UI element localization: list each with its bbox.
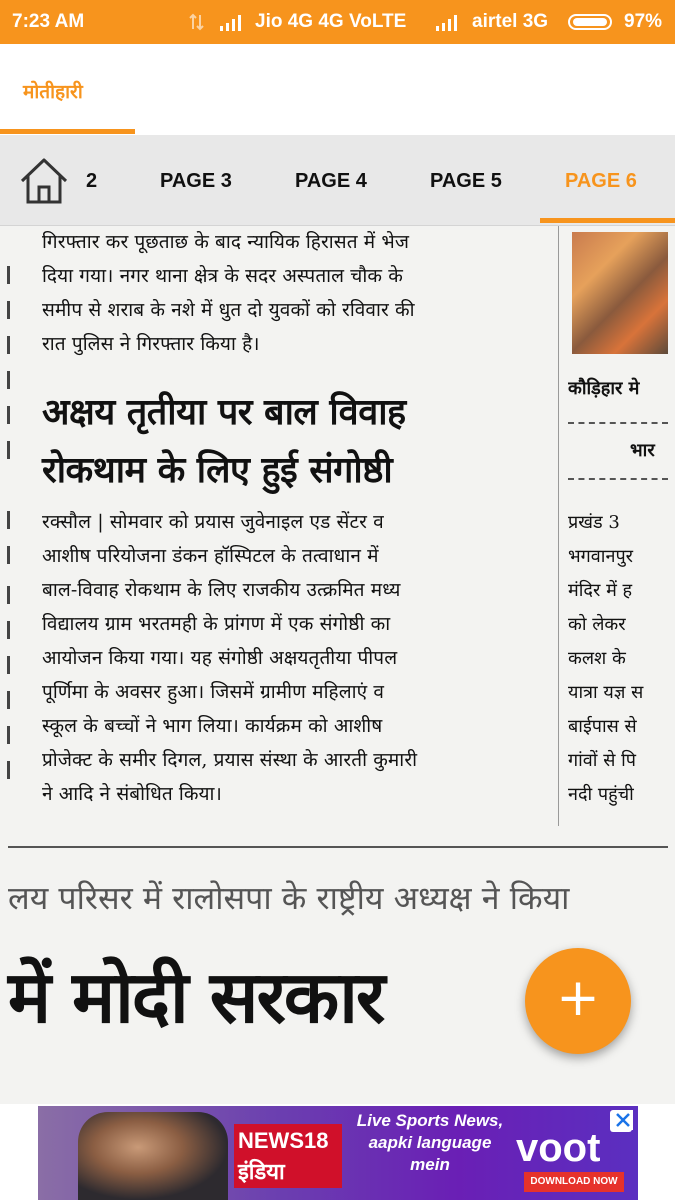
page-tab-indicator: [540, 218, 675, 223]
article-body-line: बाल-विवाह रोकथाम के लिए राजकीय उत्क्रमित मध्य: [42, 579, 401, 601]
article-body-line: विद्यालय ग्राम भरतमही के प्रांगण में एक संगोष्ठी का: [42, 613, 391, 635]
article-headline: अक्षय तृतीया पर बाल विवाह: [42, 392, 406, 433]
article-body-line: आशीष परियोजना डंकन हॉस्पिटल के तत्वाधान में: [42, 545, 379, 567]
right-body-line: नदी पहुंची: [568, 784, 634, 805]
article-body-line: पूर्णिमा के अवसर हुआ। जिसमें ग्रामीण महिलाएं व: [42, 681, 385, 703]
carrier-2: airtel 3G: [472, 11, 549, 32]
tab-motihari[interactable]: मोतीहारी: [23, 81, 83, 103]
article-top-line: समीप से शराब के नशे में धुत दो युवकों को रविवार की: [42, 299, 415, 321]
right-body-line: कलश के: [568, 648, 626, 669]
right-body-line: प्रखंड 3: [568, 512, 620, 533]
right-body-line: भगवानपुर: [568, 546, 634, 567]
data-arrows-icon: [188, 13, 206, 31]
article-top-line: दिया गया। नगर थाना क्षेत्र के सदर अस्पताल चौक के: [42, 265, 403, 287]
right-body-line: बाईपास से: [568, 716, 637, 737]
photo-caption: कौड़िहार मे: [568, 378, 640, 399]
add-fab-button[interactable]: [525, 948, 631, 1054]
dashed-divider: [568, 422, 668, 424]
article-body-line: ने आदि ने संबोधित किया।: [42, 783, 222, 805]
home-icon[interactable]: [18, 155, 70, 207]
ad-close-icon[interactable]: [613, 1110, 633, 1130]
ad-logo-text: NEWS18: [238, 1128, 329, 1153]
ad-copy: Live Sports News, aapki language mein: [356, 1111, 504, 1174]
article-body-line: रक्सौल | सोमवार को प्रयास जुवेनाइल एड सेंटर व: [42, 511, 384, 533]
status-bar: [0, 0, 675, 44]
article-headline: रोकथाम के लिए हुई संगोष्ठी: [42, 450, 393, 491]
ad-banner[interactable]: [38, 1106, 638, 1200]
clock: 7:23 AM: [12, 11, 85, 32]
lower-headline: में मोदी सरकार: [8, 955, 384, 1039]
dashed-divider: [568, 478, 668, 480]
article-body-line: स्कूल के बच्चों ने भाग लिया। कार्यक्रम को आशीष: [42, 715, 383, 737]
section-tabs: [0, 44, 675, 134]
page-tabs: [0, 135, 675, 226]
news-photo: [572, 232, 668, 354]
tab-page-5[interactable]: PAGE 5: [430, 170, 502, 192]
right-column: [568, 226, 675, 826]
signal-icon-2: [434, 13, 460, 31]
right-body-line: को लेकर: [568, 614, 626, 635]
right-body-line: मंदिर में ह: [568, 580, 633, 601]
lower-subheadline: लय परिसर में रालोसपा के राष्ट्रीय अध्यक्ष ने किया: [8, 879, 570, 917]
carrier-1: Jio 4G 4G VoLTE: [255, 11, 407, 32]
tab-page-3[interactable]: PAGE 3: [160, 170, 232, 192]
ad-image: [78, 1112, 228, 1200]
ad-download-button[interactable]: DOWNLOAD NOW: [524, 1172, 624, 1192]
article-body-line: आयोजन किया गया। यह संगोष्ठी अक्षयतृतीया पीपल: [42, 647, 398, 669]
ad-news18-logo: [234, 1124, 342, 1188]
battery-icon: [568, 14, 612, 30]
section-tab-indicator: [0, 129, 135, 134]
tab-page-2-partial[interactable]: 2: [86, 170, 98, 192]
battery-level: 97%: [624, 11, 663, 32]
tab-page-4[interactable]: PAGE 4: [295, 170, 367, 192]
article-body-line: प्रोजेक्ट के समीर दिगल, प्रयास संस्था के आरती कुमारी: [42, 749, 418, 771]
ad-brand: voot: [516, 1126, 601, 1170]
right-body-line: यात्रा यज्ञ स: [568, 682, 644, 703]
right-subhead: भार: [630, 440, 655, 461]
left-column-edge: [0, 226, 20, 826]
tab-page-6[interactable]: PAGE 6: [565, 170, 637, 192]
plus-icon: +: [556, 968, 600, 1028]
article-top-line: रात पुलिस ने गिरफ्तार किया है।: [42, 333, 260, 355]
story-divider: [8, 846, 668, 848]
right-body-line: गांवों से पि: [568, 750, 636, 771]
ad-logo-text-hindi: इंडिया: [238, 1159, 285, 1184]
article-top-line: गिरफ्तार कर पूछताछ के बाद न्यायिक हिरासत में भेज: [42, 231, 410, 253]
column-divider: [558, 226, 559, 826]
signal-icon: [218, 13, 244, 31]
